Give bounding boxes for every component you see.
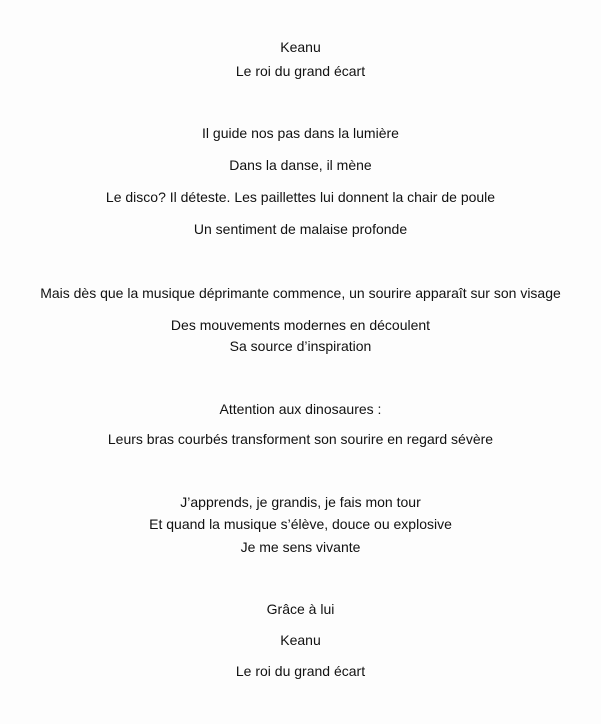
poem-line: Et quand la musique s’élève, douce ou explosive xyxy=(149,516,452,532)
poem-line: Il guide nos pas dans la lumière xyxy=(202,125,399,141)
poem-line: Attention aux dinosaures : xyxy=(219,401,382,417)
poem-line: Le roi du grand écart xyxy=(235,663,366,679)
poem-line: Un sentiment de malaise profonde xyxy=(193,221,408,237)
poem-line: Grâce à lui xyxy=(266,601,335,617)
poem-line: Keanu xyxy=(280,39,321,55)
poem-line: Le roi du grand écart xyxy=(235,63,366,79)
poem-line: Des mouvements modernes en découlent xyxy=(170,317,431,333)
poem-line: Sa source d’inspiration xyxy=(229,338,372,354)
poem-line: Keanu xyxy=(280,632,321,648)
poem-line: Leurs bras courbés transforment son sourire en regard sévère xyxy=(107,431,494,447)
poem-line: Dans la danse, il mène xyxy=(229,157,372,173)
poem-line: Je me sens vivante xyxy=(240,539,361,555)
poem-line: Le disco? Il déteste. Les paillettes lui donnent la chair de poule xyxy=(105,189,496,205)
poem-line: J’apprends, je grandis, je fais mon tour xyxy=(180,494,421,510)
poem-line: Mais dès que la musique déprimante commence, un sourire apparaît sur son visage xyxy=(40,285,561,301)
